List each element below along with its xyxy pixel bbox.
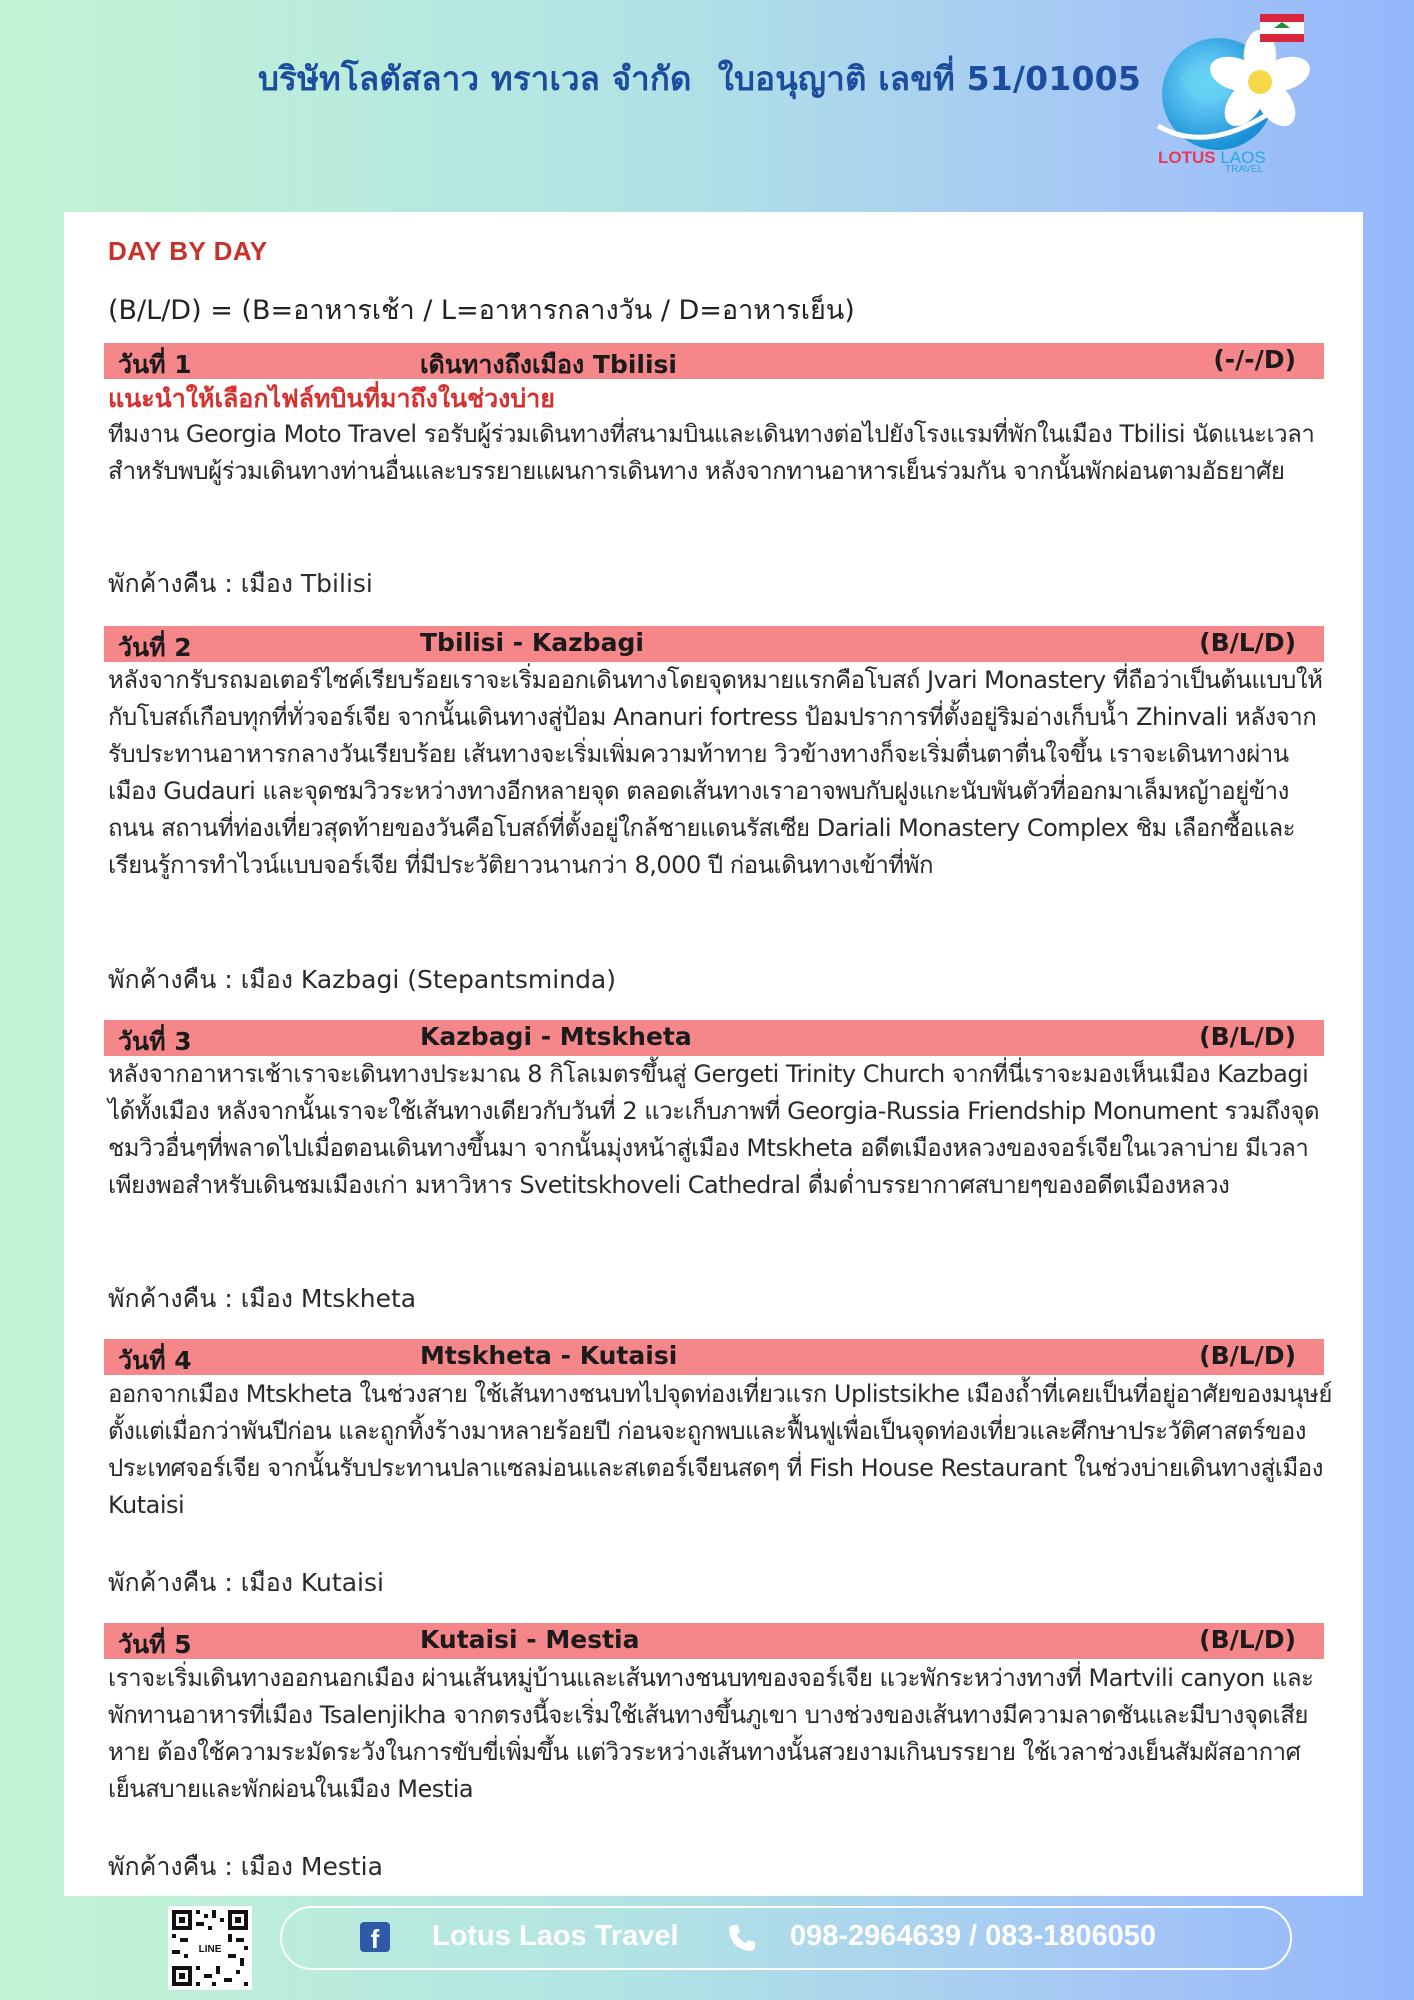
day-header [104,1623,1324,1659]
day-meals: (B/L/D) [1199,1625,1296,1654]
day-header [104,343,1324,379]
day-route: Kazbagi - Mtskheta [420,1022,692,1051]
facebook-page-name[interactable]: Lotus Laos Travel [432,1920,679,1952]
day-meals: (B/L/D) [1199,628,1296,657]
day-header [104,1339,1324,1375]
day-number: วันที่ 2 [118,633,192,662]
day-header [104,626,1324,662]
flight-recommendation: แนะนำให้เลือกไฟล์ทบินที่มาถึงในช่วงบ่าย [108,384,555,413]
day-meals: (B/L/D) [1199,1022,1296,1051]
qr-line-label: LINE [198,1944,222,1955]
section-title: DAY BY DAY [108,236,268,266]
day-number: วันที่ 3 [118,1027,192,1056]
phone-numbers[interactable]: 098-2964639 / 083-1806050 [790,1920,1157,1952]
day-number: วันที่ 4 [118,1346,192,1375]
meal-legend: (B/L/D) = (B=อาหารเช้า / L=อาหารกลางวัน / D=อาหารเย็น) [108,295,855,326]
day-description: ทีมงาน Georgia Moto Travel รอรับผู้ร่วมเดินทางที่สนามบินและเดินทางต่อไปยังโรงแรมที่พักในเมือง Tbilisi นัดแนะเวลาสำหรับพบผู้ร่วมเดินทางท่านอื่นและบรรยายแผนการเดินทาง หลังจากทานอาหารเย็นร่วมกัน จากนั้นพักผ่อนตามอัธยาศัย [108,420,1315,485]
day-meals: (B/L/D) [1199,1341,1296,1370]
line-qr-code[interactable] [168,1906,252,1990]
day-header [104,1020,1324,1056]
day-description: ออกจากเมือง Mtskheta ในช่วงสาย ใช้เส้นทางชนบทไปจุดท่องเที่ยวแรก Uplistsikhe เมืองถ้ำที่เคยเป็นที่อยู่อาศัยของมนุษย์ตั้งแต่เมื่อกว่าพันปีก่อน และถูกทิ้งร้างมาหลายร้อยปี ก่อนจะถูกพบและฟื้นฟูเพื่อเป็นจุดท่องเที่ยวและศึกษาประวัติศาสตร์ของประเทศจอร์เจีย จากนั้นรับประทานปลาแซลม่อนและสเตอร์เจียนสดๆ ที่ Fish House Restaurant ในช่วงบ่ายเดินทางสู่เมือง Kutaisi [108,1380,1332,1519]
day-description: หลังจากอาหารเช้าเราจะเดินทางประมาณ 8 กิโลเมตรขึ้นสู่ Gergeti Trinity Church จากที่นี่เราจะมองเห็นเมือง Kazbagi ได้ทั้งเมือง หลังจากนั้นเราจะใช้เส้นทางเดียวกับวันที่ 2 แวะเก็บภาพที่ Georgia-Russia Friendship Monument รวมถึงจุดชมวิวอื่นๆที่พลาดไปเมื่อตอนเดินทางขึ้นมา จากนั้นมุ่งหน้าสู่เมือง Mtskheta อดีตเมืองหลวงของจอร์เจียในเวลาบ่าย มีเวลาเพียงพอสำหรับเดินชมเมืองเก่า มหาวิหาร Svetitskhoveli Cathedral ดื่มด่ำบรรยากาศสบายๆของอดีตเมืองหลวง [108,1060,1320,1199]
itinerary-page [64,212,1363,1896]
day-route: Mtskheta - Kutaisi [420,1341,678,1370]
contact-bar [280,1906,1292,1970]
overnight-stay: พักค้างคืน : เมือง Kutaisi [108,1568,384,1597]
day-route: เดินทางถึงเมือง Tbilisi [420,350,677,379]
day-route: Tbilisi - Kazbagi [420,628,644,657]
license-number: ใบอนุญาติ เลขที่ 51/01005 [717,59,1141,98]
company-header [258,52,1141,105]
day-description: เราจะเริ่มเดินทางออกนอกเมือง ผ่านเส้นหมู่บ้านและเส้นทางชนบทของจอร์เจีย แวะพักระหว่างทางที่ Martvili canyon และพักทานอาหารที่เมือง Tsalenjikha จากตรงนี้จะเริ่มใช้เส้นทางขึ้นภูเขา บางช่วงของเส้นทางมีความลาดชันและมีบางจุดเสียหาย ต้องใช้ความระมัดระวังในการขับขี่เพิ่มขึ้น แต่วิวระหว่างเส้นทางนั้นสวยงามเกินบรรยาย ใช้เวลาช่วงเย็นสัมผัสอากาศเย็นสบายและพักผ่อนในเมือง Mestia [108,1664,1314,1803]
phone-icon [726,1922,758,1954]
overnight-stay: พักค้างคืน : เมือง Mtskheta [108,1284,417,1313]
day-route: Kutaisi - Mestia [420,1625,640,1654]
facebook-icon[interactable]: f [360,1922,390,1952]
logo-wordmark: LOTUS LAOS [1158,148,1266,167]
overnight-stay: พักค้างคืน : เมือง Tbilisi [108,569,373,598]
overnight-stay: พักค้างคืน : เมือง Kazbagi (Stepantsminda) [108,965,617,994]
day-number: วันที่ 1 [118,350,192,379]
day-meals: (-/-/D) [1213,345,1296,374]
company-name: บริษัทโลตัสลาว ทราเวล จำกัด [258,59,692,98]
day-description: หลังจากรับรถมอเตอร์ไซค์เรียบร้อยเราจะเริ่มออกเดินทางโดยจุดหมายแรกคือโบสถ์ Jvari Monastery ที่ถือว่าเป็นต้นแบบให้กับโบสถ์เกือบทุกที่ทั่วจอร์เจีย จากนั้นเดินทางสู่ป้อม Ananuri fortress ป้อมปราการที่ตั้งอยู่ริมอ่างเก็บน้ำ Zhinvali หลังจากรับประทานอาหารกลางวันเรียบร้อย เส้นทางจะเริ่มเพิ่มความท้าทาย วิวข้างทางก็จะเริ่มตื่นตาตื่นใจขึ้น เราจะเดินทางผ่านเมือง Gudauri และจุดชมวิวระหว่างทางอีกหลายจุด ตลอดเส้นทางเราอาจพบกับฝูงแกะนับพันตัวที่ออกมาเล็มหญ้าอยู่ข้างถนน สถานที่ท่องเที่ยวสุดท้ายของวันคือโบสถ์ที่ตั้งอยู่ใกล้ชายแดนรัสเซีย Dariali Monastery Complex ชิม เลือกซื้อและเรียนรู้การทำไวน์แบบจอร์เจีย ที่มีประวัติยาวนานกว่า 8,000 ปี ก่อนเดินทางเข้าที่พัก [108,666,1323,879]
day-number: วันที่ 5 [118,1630,192,1659]
logo-subtitle: TRAVEL [1225,164,1264,175]
overnight-stay: พักค้างคืน : เมือง Mestia [108,1852,383,1881]
